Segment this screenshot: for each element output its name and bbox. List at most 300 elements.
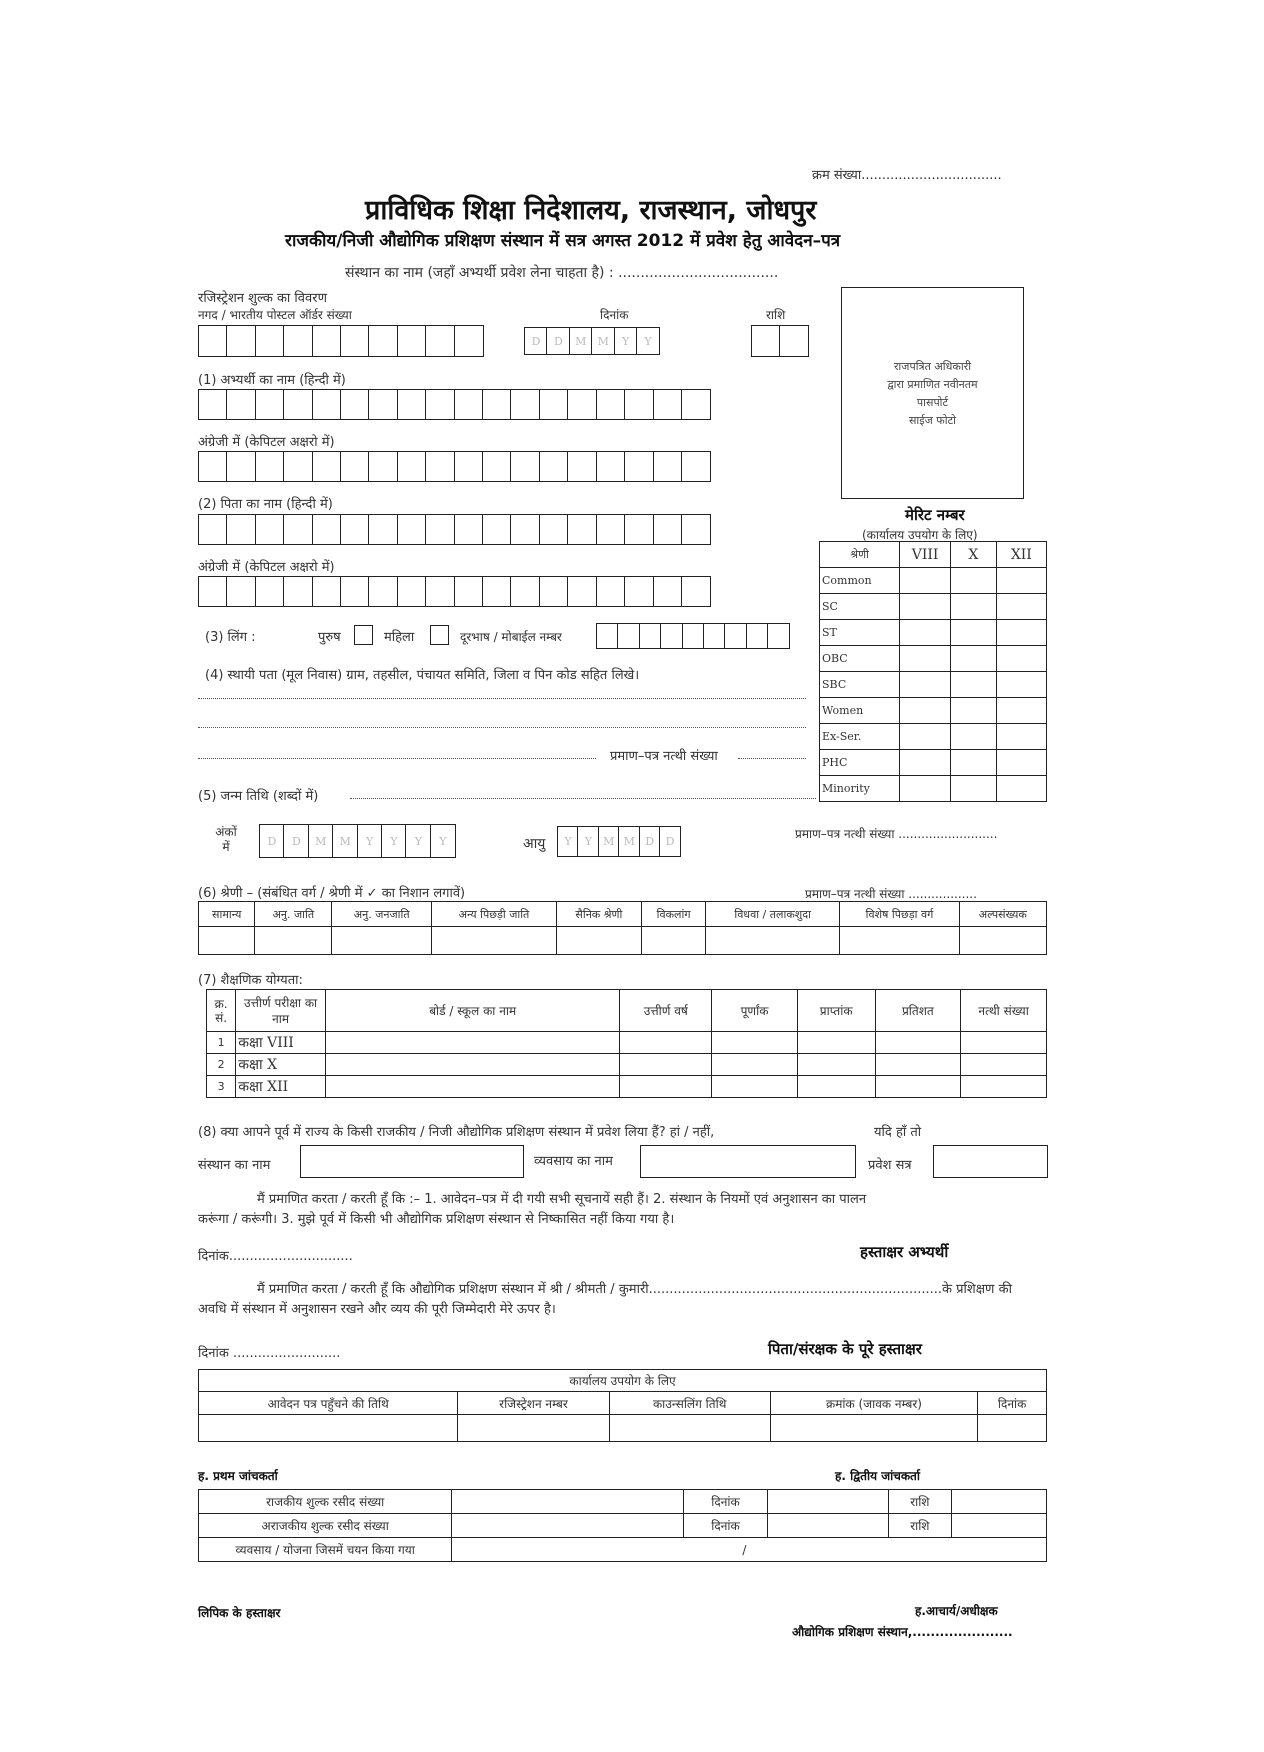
education-input-cell[interactable] — [620, 1054, 712, 1076]
age-cell[interactable]: Y — [557, 826, 579, 857]
entry-cell[interactable] — [660, 623, 683, 649]
prior-admission-question: (8) क्या आपने पूर्व में राज्य के किसी राजकीय / निजी औद्योगिक प्रशिक्षण संस्थान में प्रवेश लिया हैं? हां / नहीं, — [198, 1125, 715, 1140]
merit-input-cell[interactable] — [996, 750, 1046, 776]
category-checkbox-cell[interactable] — [332, 927, 432, 955]
office-input-cell[interactable] — [458, 1415, 609, 1442]
date-cell[interactable]: D — [546, 327, 570, 355]
entry-cell[interactable] — [454, 325, 484, 357]
office-column-header: रजिस्ट्रेशन नम्बर — [458, 1392, 609, 1415]
entry-cell[interactable] — [482, 451, 512, 482]
nongovt-receipt-amount-label: राशि — [888, 1514, 952, 1538]
edu-header-year: उत्तीर्ण वर्ष — [620, 990, 712, 1032]
entry-cell[interactable] — [746, 623, 769, 649]
category-checkbox-cell[interactable] — [255, 927, 332, 955]
entry-cell[interactable] — [653, 389, 683, 420]
prior-trade-input[interactable] — [640, 1145, 856, 1178]
merit-input-cell[interactable] — [900, 776, 951, 802]
entry-cell[interactable] — [681, 576, 711, 607]
entry-cell[interactable] — [724, 623, 747, 649]
entry-cell[interactable] — [482, 514, 512, 545]
entry-cell[interactable] — [283, 514, 313, 545]
merit-input-cell[interactable] — [996, 724, 1046, 750]
candidate-name-hindi-label: (1) अभ्यर्थी का नाम (हिन्दी में) — [198, 373, 346, 388]
entry-cell[interactable] — [454, 451, 484, 482]
entry-cell[interactable] — [703, 623, 726, 649]
reg-fee-title: रजिस्ट्रेशन शुल्क का विवरण — [198, 291, 327, 306]
entry-cell[interactable] — [681, 514, 711, 545]
education-input-cell[interactable] — [875, 1076, 961, 1098]
date-cell[interactable]: Y — [636, 327, 660, 355]
dob-cell[interactable]: D — [283, 824, 309, 858]
entry-cell[interactable] — [283, 576, 313, 607]
guardian-declaration-line: अवधि में संस्थान में अनुशासन रखने और व्यय की पूरी जिम्मेदारी मेरे ऊपर है। — [198, 1302, 556, 1317]
guardian-signature-label: पिता/संरक्षक के पूरे हस्ताक्षर — [768, 1340, 922, 1358]
merit-input-cell[interactable] — [996, 698, 1046, 724]
education-input-cell[interactable] — [797, 1054, 875, 1076]
edu-header-file: नत्थी संख्या — [961, 990, 1047, 1032]
entry-cell[interactable] — [312, 576, 342, 607]
entry-cell[interactable] — [198, 389, 228, 420]
education-row — [207, 1076, 1047, 1098]
merit-input-cell[interactable] — [900, 750, 951, 776]
entry-cell[interactable] — [425, 389, 455, 420]
merit-input-cell[interactable] — [900, 594, 951, 620]
merit-input-cell[interactable] — [900, 672, 951, 698]
govt-receipt-amount-label: राशि — [888, 1490, 952, 1514]
entry-cell[interactable] — [539, 389, 569, 420]
male-label: पुरुष — [318, 630, 341, 645]
entry-cell[interactable] — [198, 451, 228, 482]
office-use-title: कार्यालय उपयोग के लिए — [199, 1370, 1047, 1392]
fee-amount-boxes[interactable] — [751, 325, 808, 357]
photo-box — [841, 287, 1024, 499]
merit-input-cell[interactable] — [900, 698, 951, 724]
merit-title: मेरिट नम्बर — [905, 506, 965, 524]
dob-cell[interactable]: Y — [430, 824, 456, 858]
category-header: विशेष पिछड़ा वर्ग — [840, 902, 959, 927]
entry-cell[interactable] — [639, 623, 662, 649]
photo-text-line: द्वारा प्रमाणित नवीनतम — [887, 378, 978, 391]
father-name-hindi-boxes[interactable] — [198, 514, 709, 545]
merit-input-cell[interactable] — [996, 620, 1046, 646]
entry-cell[interactable] — [681, 451, 711, 482]
merit-input-cell[interactable] — [900, 646, 951, 672]
category-label: (6) श्रेणी – (संबंधित वर्ग / श्रेणी में ✓ का निशान लगावें) — [198, 886, 466, 901]
entry-cell[interactable] — [255, 576, 285, 607]
office-column-header: क्रमांक (जावक नम्बर) — [770, 1392, 977, 1415]
entry-cell[interactable] — [340, 576, 370, 607]
entry-cell[interactable] — [596, 451, 626, 482]
merit-input-cell[interactable] — [996, 776, 1046, 802]
office-use-table — [198, 1369, 1047, 1442]
entry-cell[interactable] — [779, 325, 809, 357]
category-header: सामान्य — [199, 902, 255, 927]
date-cell[interactable]: D — [524, 327, 548, 355]
entry-cell[interactable] — [567, 576, 597, 607]
entry-cell[interactable] — [596, 389, 626, 420]
merit-row — [820, 672, 1047, 698]
merit-input-cell[interactable] — [951, 594, 997, 620]
category-checkbox-cell[interactable] — [840, 927, 959, 955]
entry-cell[interactable] — [255, 451, 285, 482]
entry-cell[interactable] — [624, 451, 654, 482]
postal-order-boxes[interactable] — [198, 325, 482, 357]
date-cell[interactable]: M — [591, 327, 615, 355]
merit-input-cell[interactable] — [951, 724, 997, 750]
govt-receipt-date-input[interactable] — [767, 1490, 888, 1514]
entry-cell[interactable] — [312, 451, 342, 482]
candidate-signature-label: हस्ताक्षर अभ्यर्थी — [860, 1243, 949, 1261]
prior-session-label: प्रवेश सत्र — [868, 1158, 912, 1173]
age-cell[interactable]: Y — [577, 826, 599, 857]
office-input-cell[interactable] — [199, 1415, 458, 1442]
merit-row — [820, 750, 1047, 776]
date-cell[interactable]: Y — [614, 327, 638, 355]
dob-words-line[interactable] — [350, 798, 816, 799]
entry-cell[interactable] — [226, 325, 256, 357]
category-checkbox-cell[interactable] — [706, 927, 840, 955]
entry-cell[interactable] — [312, 325, 342, 357]
dob-cert-file-field[interactable]: प्रमाण–पत्र नत्थी संख्या .......................... — [795, 827, 998, 841]
edu-header-sno: क्र. सं. — [207, 990, 236, 1032]
selected-trade-input[interactable]: / — [452, 1538, 1047, 1562]
dob-words-label: (5) जन्म तिथि (शब्दों में) — [198, 789, 319, 804]
education-input-cell[interactable] — [620, 1076, 712, 1098]
category-checkbox-cell[interactable] — [199, 927, 255, 955]
office-input-cell[interactable] — [609, 1415, 770, 1442]
entry-cell[interactable] — [653, 576, 683, 607]
merit-input-cell[interactable] — [900, 568, 951, 594]
father-name-english-label: अंग्रेजी में (केपिटल अक्षरो में) — [198, 560, 335, 575]
entry-cell[interactable] — [624, 576, 654, 607]
institute-signature-field[interactable]: औद्योगिक प्रशिक्षण संस्थान,...................... — [792, 1625, 1013, 1639]
dob-cell[interactable]: M — [332, 824, 358, 858]
entry-cell[interactable] — [368, 325, 398, 357]
entry-cell[interactable] — [397, 389, 427, 420]
candidate-name-english-boxes[interactable] — [198, 451, 709, 482]
education-input-cell[interactable] — [325, 1054, 619, 1076]
entry-cell[interactable] — [340, 325, 370, 357]
institute-name-field[interactable]: संस्थान का नाम (जहाँ अभ्यर्थी प्रवेश लेना चाहता है) : .................................... — [345, 265, 779, 281]
category-cert-file-field[interactable]: प्रमाण–पत्र नत्थी संख्या .................. — [805, 887, 977, 901]
age-label: आयु — [523, 836, 546, 852]
nongovt-receipt-input[interactable] — [452, 1514, 684, 1538]
entry-cell[interactable] — [682, 623, 705, 649]
entry-cell[interactable] — [425, 514, 455, 545]
category-header: विधवा / तलाकशुदा — [706, 902, 840, 927]
dob-cell[interactable]: Y — [405, 824, 431, 858]
entry-cell[interactable] — [255, 514, 285, 545]
entry-cell[interactable] — [624, 514, 654, 545]
entry-cell[interactable] — [567, 389, 597, 420]
education-exam: कक्षा VIII — [236, 1032, 326, 1054]
nongovt-receipt-label: अराजकीय शुल्क रसीद संख्या — [199, 1514, 452, 1538]
office-input-cell[interactable] — [770, 1415, 977, 1442]
entry-cell[interactable] — [425, 325, 455, 357]
first-checker-label: ह. प्रथम जांचकर्ता — [198, 1469, 278, 1483]
fee-amount-label: राशि — [766, 308, 786, 322]
entry-cell[interactable] — [653, 451, 683, 482]
category-checkbox-cell[interactable] — [959, 927, 1046, 955]
category-header: सैनिक श्रेणी — [556, 902, 641, 927]
merit-input-cell[interactable] — [996, 594, 1046, 620]
education-sno: 3 — [207, 1076, 236, 1098]
education-input-cell[interactable] — [875, 1054, 961, 1076]
education-input-cell[interactable] — [325, 1032, 619, 1054]
entry-cell[interactable] — [198, 514, 228, 545]
education-sno: 1 — [207, 1032, 236, 1054]
address-line[interactable] — [198, 727, 806, 728]
entry-cell[interactable] — [198, 325, 228, 357]
merit-input-cell[interactable] — [996, 646, 1046, 672]
prior-session-input[interactable] — [933, 1145, 1048, 1178]
merit-category-label: Minority — [820, 776, 900, 802]
dob-cell[interactable]: M — [308, 824, 334, 858]
edu-header-exam: उत्तीर्ण परीक्षा का नाम — [236, 990, 326, 1032]
education-input-cell[interactable] — [712, 1032, 798, 1054]
education-row — [207, 1032, 1047, 1054]
entry-cell[interactable] — [368, 514, 398, 545]
entry-cell[interactable] — [617, 623, 640, 649]
entry-cell[interactable] — [226, 514, 256, 545]
entry-cell[interactable] — [397, 576, 427, 607]
clerk-signature-label: लिपिक के हस्ताक्षर — [198, 1606, 281, 1620]
age-cell[interactable]: M — [598, 826, 620, 857]
entry-cell[interactable] — [681, 389, 711, 420]
education-exam: कक्षा X — [236, 1054, 326, 1076]
page-title: प्राविधिक शिक्षा निदेशालय, राजस्थान, जोधपुर — [365, 195, 817, 226]
merit-row — [820, 594, 1047, 620]
nongovt-receipt-date-label: दिनांक — [684, 1514, 767, 1538]
merit-input-cell[interactable] — [951, 750, 997, 776]
entry-cell[interactable] — [751, 325, 781, 357]
entry-cell[interactable] — [283, 389, 313, 420]
category-header: अल्पसंख्यक — [959, 902, 1046, 927]
entry-cell[interactable] — [539, 514, 569, 545]
education-table — [206, 989, 1047, 1098]
entry-cell[interactable] — [510, 389, 540, 420]
age-boxes[interactable] — [557, 826, 679, 857]
address-cert-file-line[interactable] — [738, 758, 806, 759]
address-label: (4) स्थायी पता (मूल निवास) ग्राम, तहसील, पंचायत समिति, जिला व पिन कोड सहित लिखे। — [205, 668, 640, 683]
male-checkbox[interactable] — [354, 625, 373, 645]
prior-institute-input[interactable] — [300, 1145, 524, 1178]
date-cell[interactable]: M — [569, 327, 593, 355]
page-subtitle: राजकीय/निजी औद्योगिक प्रशिक्षण संस्थान में सत्र अगस्त 2012 में प्रवेश हेतु आवेदन–पत्र — [285, 231, 841, 251]
merit-input-cell[interactable] — [951, 646, 997, 672]
entry-cell[interactable] — [255, 389, 285, 420]
entry-cell[interactable] — [454, 389, 484, 420]
education-input-cell[interactable] — [712, 1054, 798, 1076]
merit-input-cell[interactable] — [951, 672, 997, 698]
address-line[interactable] — [198, 758, 596, 759]
category-table — [198, 901, 1047, 955]
entry-cell[interactable] — [510, 514, 540, 545]
entry-cell[interactable] — [340, 514, 370, 545]
merit-input-cell[interactable] — [951, 620, 997, 646]
merit-row — [820, 776, 1047, 802]
postal-order-label: नगद / भारतीय पोस्टल ऑर्डर संख्या — [198, 308, 352, 322]
entry-cell[interactable] — [368, 576, 398, 607]
entry-cell[interactable] — [596, 576, 626, 607]
education-input-cell[interactable] — [712, 1076, 798, 1098]
merit-category-label: PHC — [820, 750, 900, 776]
candidate-name-hindi-boxes[interactable] — [198, 389, 709, 420]
dob-digit-boxes[interactable] — [259, 824, 454, 858]
photo-text-line: साईज फोटो — [908, 414, 957, 427]
category-checkbox-cell[interactable] — [432, 927, 556, 955]
age-cell[interactable]: D — [659, 826, 681, 857]
office-column-header: काउन्सलिंग तिथि — [609, 1392, 770, 1415]
entry-cell[interactable] — [397, 514, 427, 545]
age-cell[interactable]: M — [618, 826, 640, 857]
office-column-header: आवेदन पत्र पहुँचने की तिथि — [199, 1392, 458, 1415]
dob-cell[interactable]: Y — [357, 824, 383, 858]
entry-cell[interactable] — [312, 389, 342, 420]
education-input-cell[interactable] — [620, 1032, 712, 1054]
entry-cell[interactable] — [510, 451, 540, 482]
education-input-cell[interactable] — [875, 1032, 961, 1054]
merit-input-cell[interactable] — [900, 620, 951, 646]
entry-cell[interactable] — [255, 325, 285, 357]
merit-input-cell[interactable] — [951, 568, 997, 594]
merit-table — [819, 541, 1047, 802]
edu-header-obtained: प्राप्तांक — [797, 990, 875, 1032]
education-input-cell[interactable] — [961, 1054, 1047, 1076]
education-row — [207, 1054, 1047, 1076]
education-input-cell[interactable] — [797, 1076, 875, 1098]
entry-cell[interactable] — [226, 389, 256, 420]
merit-category-label: SBC — [820, 672, 900, 698]
merit-header: X — [951, 542, 997, 568]
education-input-cell[interactable] — [797, 1032, 875, 1054]
education-sno: 2 — [207, 1054, 236, 1076]
entry-cell[interactable] — [567, 451, 597, 482]
merit-category-label: ST — [820, 620, 900, 646]
category-checkbox-cell[interactable] — [556, 927, 641, 955]
merit-category-label: OBC — [820, 646, 900, 672]
entry-cell[interactable] — [454, 576, 484, 607]
prior-admission-if-yes: यदि हाँ तो — [874, 1125, 922, 1140]
guardian-date-field[interactable]: दिनांक .......................... — [198, 1346, 341, 1361]
candidate-date-field[interactable]: दिनांक.............................. — [198, 1249, 353, 1264]
govt-receipt-amount-input[interactable] — [952, 1490, 1047, 1514]
entry-cell[interactable] — [425, 451, 455, 482]
merit-input-cell[interactable] — [951, 698, 997, 724]
entry-cell[interactable] — [198, 576, 228, 607]
govt-receipt-input[interactable] — [452, 1490, 684, 1514]
merit-category-label: Common — [820, 568, 900, 594]
entry-cell[interactable] — [425, 576, 455, 607]
education-exam: कक्षा XII — [236, 1076, 326, 1098]
merit-input-cell[interactable] — [996, 672, 1046, 698]
entry-cell[interactable] — [482, 389, 512, 420]
education-input-cell[interactable] — [961, 1032, 1047, 1054]
merit-row — [820, 568, 1047, 594]
education-input-cell[interactable] — [325, 1076, 619, 1098]
phone-boxes[interactable] — [596, 623, 789, 649]
entry-cell[interactable] — [226, 451, 256, 482]
nongovt-receipt-amount-input[interactable] — [952, 1514, 1047, 1538]
dob-digits-label: अंकों में — [215, 825, 237, 854]
merit-input-cell[interactable] — [951, 776, 997, 802]
edu-header-board: बोर्ड / स्कूल का नाम — [325, 990, 619, 1032]
female-checkbox[interactable] — [430, 625, 449, 645]
entry-cell[interactable] — [397, 325, 427, 357]
dob-cell[interactable]: Y — [381, 824, 407, 858]
declaration-line: करूंगा / करूंगी। 3. मुझे पूर्व में किसी भी औद्योगिक प्रशिक्षण संस्थान से निष्कासित नहीं किया गया है। — [198, 1212, 675, 1227]
principal-signature-label: ह.आचार्य/अधीक्षक — [915, 1604, 998, 1618]
merit-input-cell[interactable] — [900, 724, 951, 750]
entry-cell[interactable] — [539, 576, 569, 607]
guardian-declaration-line: मैं प्रमाणित करता / करती हूँ कि औद्योगिक प्रशिक्षण संस्थान में श्री / श्रीमती / कुमारी.......................................................................के प्रशिक्षण की — [257, 1282, 1012, 1297]
age-cell[interactable]: D — [639, 826, 661, 857]
entry-cell[interactable] — [397, 451, 427, 482]
father-name-english-boxes[interactable] — [198, 576, 709, 607]
entry-cell[interactable] — [482, 576, 512, 607]
entry-cell[interactable] — [510, 576, 540, 607]
fee-receipt-table — [198, 1489, 1047, 1562]
serial-number-field[interactable]: क्रम संख्या.................................. — [812, 168, 1002, 183]
category-header: विकलांग — [642, 902, 706, 927]
entry-cell[interactable] — [539, 451, 569, 482]
photo-text-line: राजपत्रित अधिकारी — [893, 360, 972, 373]
entry-cell[interactable] — [624, 389, 654, 420]
category-checkbox-cell[interactable] — [642, 927, 706, 955]
entry-cell[interactable] — [368, 389, 398, 420]
entry-cell[interactable] — [283, 325, 313, 357]
office-column-header: दिनांक — [978, 1392, 1047, 1415]
edu-header-percent: प्रतिशत — [875, 990, 961, 1032]
govt-receipt-label: राजकीय शुल्क रसीद संख्या — [199, 1490, 452, 1514]
female-label: महिला — [384, 630, 415, 645]
dob-cell[interactable]: D — [259, 824, 285, 858]
entry-cell[interactable] — [596, 623, 619, 649]
entry-cell[interactable] — [340, 389, 370, 420]
merit-header: XII — [996, 542, 1046, 568]
nongovt-receipt-date-input[interactable] — [767, 1514, 888, 1538]
category-header: अनु. जाति — [255, 902, 332, 927]
second-checker-label: ह. द्वितीय जांचकर्ता — [835, 1469, 920, 1483]
phone-label: दूरभाष / मोबाईल नम्बर — [460, 630, 562, 644]
entry-cell[interactable] — [596, 514, 626, 545]
entry-cell[interactable] — [283, 451, 313, 482]
merit-header: श्रेणी — [820, 542, 900, 568]
merit-row — [820, 646, 1047, 672]
declaration-line: मैं प्रमाणित करता / करती हूँ कि :– 1. आवेदन–पत्र में दी गयी सभी सूचनायें सही हैं। 2. संस्थान के नियमों एवं अनुशासन का पालन — [257, 1192, 867, 1207]
entry-cell[interactable] — [767, 623, 790, 649]
merit-header: VIII — [900, 542, 951, 568]
fee-date-boxes[interactable] — [524, 327, 658, 355]
entry-cell[interactable] — [226, 576, 256, 607]
education-input-cell[interactable] — [961, 1076, 1047, 1098]
selected-trade-label: व्यवसाय / योजना जिसमें चयन किया गया — [199, 1538, 452, 1562]
edu-header-full-marks: पूर्णांक — [712, 990, 798, 1032]
merit-row — [820, 698, 1047, 724]
merit-category-label: Ex-Ser. — [820, 724, 900, 750]
merit-input-cell[interactable] — [996, 568, 1046, 594]
entry-cell[interactable] — [368, 451, 398, 482]
office-input-cell[interactable] — [978, 1415, 1047, 1442]
prior-institute-label: संस्थान का नाम — [198, 1158, 271, 1173]
address-line[interactable] — [198, 698, 806, 699]
entry-cell[interactable] — [653, 514, 683, 545]
entry-cell[interactable] — [340, 451, 370, 482]
entry-cell[interactable] — [312, 514, 342, 545]
entry-cell[interactable] — [454, 514, 484, 545]
photo-text-line: पासपोर्ट — [916, 396, 949, 409]
entry-cell[interactable] — [567, 514, 597, 545]
